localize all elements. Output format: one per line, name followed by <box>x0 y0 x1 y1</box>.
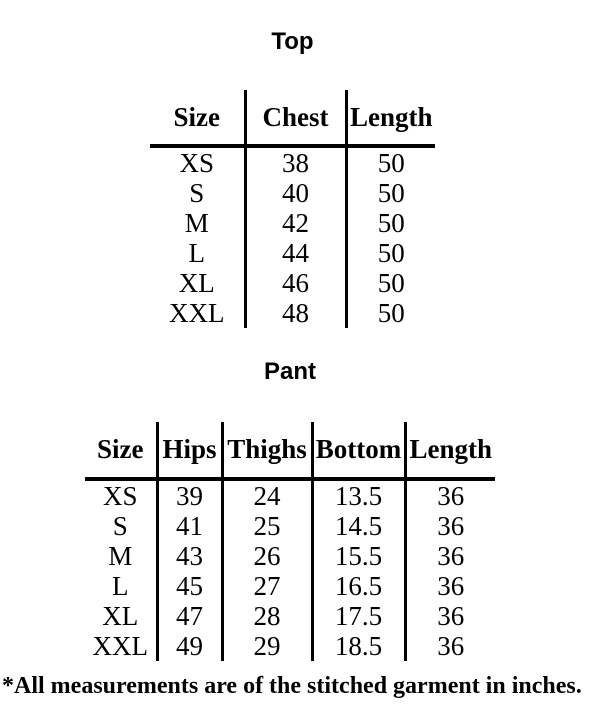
pant-table-header <box>85 422 495 479</box>
measurement-value-cell: 25 <box>222 511 312 541</box>
table-row <box>150 298 435 328</box>
table-row <box>85 541 495 571</box>
column-header-hips: Hips <box>157 422 222 479</box>
measurement-value-cell: 48 <box>245 298 346 328</box>
top-size-table <box>150 90 435 328</box>
header-row <box>150 90 435 146</box>
measurement-value-cell: 29 <box>222 631 312 661</box>
measurement-value-cell: 36 <box>405 479 495 511</box>
column-header-size: Size <box>85 422 157 479</box>
measurement-value-cell: 36 <box>405 631 495 661</box>
measurement-value-cell: 50 <box>346 146 435 178</box>
top-table-header <box>150 90 435 146</box>
column-header-size: Size <box>150 90 245 146</box>
size-label-cell: S <box>189 178 205 208</box>
size-label-cell: XXL <box>92 631 148 661</box>
table-row <box>85 601 495 631</box>
measurement-value-cell: 36 <box>405 541 495 571</box>
measurement-value-cell: 50 <box>346 208 435 238</box>
size-label-cell: L <box>112 571 129 601</box>
table-row <box>150 208 435 238</box>
measurement-value-cell: 18.5 <box>312 631 405 661</box>
top-table-body <box>150 146 435 328</box>
measurement-value-cell: 28 <box>222 601 312 631</box>
measurement-value-cell: 38 <box>245 146 346 178</box>
measurement-value-cell: 47 <box>157 601 222 631</box>
measurements-footnote: *All measurements are of the stitched garment in inches. <box>2 673 582 699</box>
measurement-value-cell: 17.5 <box>312 601 405 631</box>
column-header-bottom: Bottom <box>312 422 405 479</box>
table-row <box>85 571 495 601</box>
table-row <box>85 479 495 511</box>
size-label-cell: XL <box>102 601 139 631</box>
size-label-cell: M <box>108 541 133 571</box>
measurement-value-cell: 46 <box>245 268 346 298</box>
size-label-cell: XS <box>102 481 138 511</box>
table-row <box>150 268 435 298</box>
size-label-cell: XL <box>178 268 215 298</box>
header-row <box>85 422 495 479</box>
measurement-value-cell: 36 <box>405 601 495 631</box>
size-label-cell: M <box>184 208 209 238</box>
measurement-value-cell: 39 <box>157 479 222 511</box>
table-row <box>85 631 495 661</box>
measurement-value-cell: 16.5 <box>312 571 405 601</box>
measurement-value-cell: 40 <box>245 178 346 208</box>
pant-size-table <box>85 422 495 661</box>
measurement-value-cell: 36 <box>405 571 495 601</box>
pant-table-body <box>85 479 495 661</box>
measurement-value-cell: 14.5 <box>312 511 405 541</box>
table-row <box>150 178 435 208</box>
column-header-thighs: Thighs <box>222 422 312 479</box>
measurement-value-cell: 15.5 <box>312 541 405 571</box>
measurement-value-cell: 36 <box>405 511 495 541</box>
table-row <box>150 238 435 268</box>
measurement-value-cell: 44 <box>245 238 346 268</box>
column-header-length: Length <box>346 90 435 146</box>
measurement-value-cell: 41 <box>157 511 222 541</box>
measurement-value-cell: 45 <box>157 571 222 601</box>
measurement-value-cell: 13.5 <box>312 479 405 511</box>
measurement-value-cell: 50 <box>346 298 435 328</box>
table-row <box>85 511 495 541</box>
measurement-value-cell: 50 <box>346 238 435 268</box>
measurement-value-cell: 24 <box>222 479 312 511</box>
size-label-cell: L <box>188 238 205 268</box>
size-label-cell: S <box>112 511 128 541</box>
measurement-value-cell: 49 <box>157 631 222 661</box>
column-header-chest: Chest <box>245 90 346 146</box>
table-row <box>150 146 435 178</box>
measurement-value-cell: 26 <box>222 541 312 571</box>
measurement-value-cell: 43 <box>157 541 222 571</box>
size-label-cell: XXL <box>169 298 225 328</box>
size-label-cell: XS <box>179 148 214 178</box>
column-header-length: Length <box>405 422 495 479</box>
measurement-value-cell: 50 <box>346 268 435 298</box>
top-section-title: Top <box>271 28 314 55</box>
measurement-value-cell: 42 <box>245 208 346 238</box>
measurement-value-cell: 50 <box>346 178 435 208</box>
pant-section-title: Pant <box>263 358 316 385</box>
measurement-value-cell: 27 <box>222 571 312 601</box>
